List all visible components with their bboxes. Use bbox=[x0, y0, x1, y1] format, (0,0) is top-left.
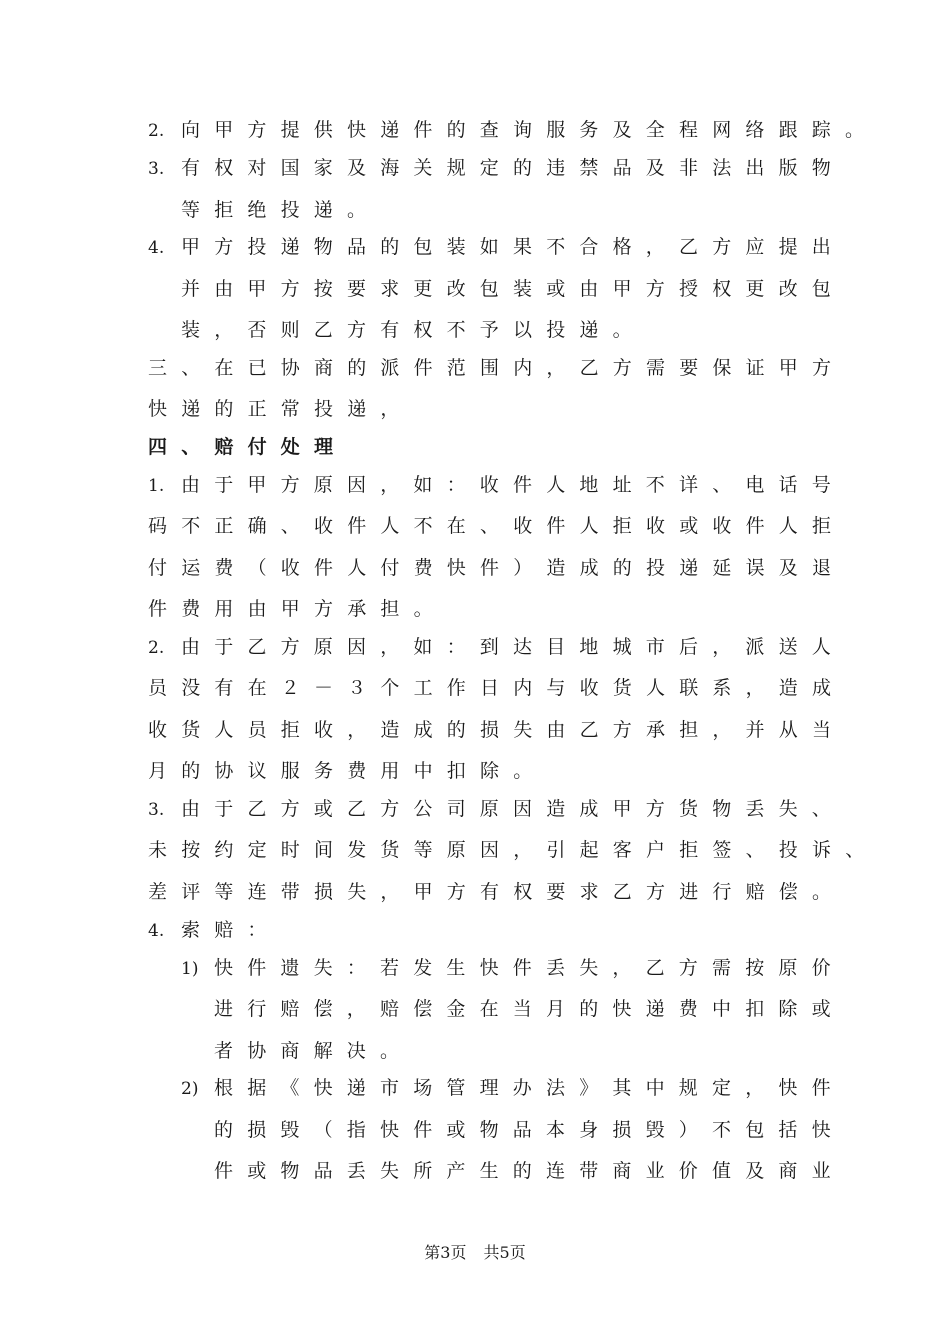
clause-3-line: 3. 由于乙方或乙方公司原因造成甲方货物丢失、 bbox=[148, 798, 846, 820]
clause-1-continuation: 码不正确、收件人不在、收件人拒收或收件人拒 bbox=[148, 515, 846, 537]
item-4-continuation: 装，否则乙方有权不予以投递。 bbox=[181, 319, 646, 341]
item-3-line: 3. 有权对国家及海关规定的违禁品及非法出版物 bbox=[148, 157, 846, 179]
sub-item-2-line: 2) 根据《快递市场管理办法》其中规定，快件 bbox=[181, 1077, 845, 1099]
clause-4-line: 4. 索赔： bbox=[148, 919, 281, 941]
page-footer bbox=[0, 1240, 950, 1263]
item-2-line: 2. 向甲方提供快递件的查询服务及全程网络跟踪。 bbox=[148, 119, 879, 141]
clause-1-line: 1. 由于甲方原因，如：收件人地址不详、电话号 bbox=[148, 474, 846, 496]
item-4-continuation: 并由甲方按要求更改包装或由甲方授权更改包 bbox=[181, 278, 846, 300]
sub-item-1-continuation: 进行赔偿，赔偿金在当月的快递费中扣除或 bbox=[214, 998, 845, 1020]
sub-item-1-line: 1) 快件遗失：若发生快件丢失，乙方需按原价 bbox=[181, 957, 845, 979]
item-4-line: 4. 甲方投递物品的包装如果不合格，乙方应提出 bbox=[148, 236, 846, 258]
clause-3-continuation: 未按约定时间发货等原因，引起客户拒签、投诉、 bbox=[148, 839, 879, 861]
sub-item-1-continuation: 者协商解决。 bbox=[214, 1040, 414, 1062]
item-3-continuation: 等拒绝投递。 bbox=[181, 199, 381, 221]
section-3-continuation: 快递的正常投递， bbox=[148, 398, 414, 420]
clause-2-continuation: 月的协议服务费用中扣除。 bbox=[148, 760, 547, 782]
section-4-heading: 四、赔付处理 bbox=[148, 436, 348, 458]
clause-2-continuation: 收货人员拒收，造成的损失由乙方承担，并从当 bbox=[148, 719, 846, 741]
page-number: 第3页 bbox=[424, 1243, 467, 1262]
clause-3-continuation: 差评等连带损失，甲方有权要求乙方进行赔偿。 bbox=[148, 881, 846, 903]
sub-item-2-continuation: 件或物品丢失所产生的连带商业价值及商业 bbox=[214, 1160, 845, 1182]
clause-1-continuation: 件费用由甲方承担。 bbox=[148, 598, 447, 620]
sub-item-2-continuation: 的损毁（指快件或物品本身损毁）不包括快 bbox=[214, 1119, 845, 1141]
page-total: 共5页 bbox=[483, 1243, 526, 1262]
section-3-line: 三、在已协商的派件范围内，乙方需要保证甲方 bbox=[148, 357, 846, 379]
clause-1-continuation: 付运费（收件人付费快件）造成的投递延误及退 bbox=[148, 557, 846, 579]
clause-2-continuation: 员没有在２－３个工作日内与收货人联系，造成 bbox=[148, 677, 846, 699]
clause-2-line: 2. 由于乙方原因，如：到达目地城市后，派送人 bbox=[148, 636, 846, 658]
